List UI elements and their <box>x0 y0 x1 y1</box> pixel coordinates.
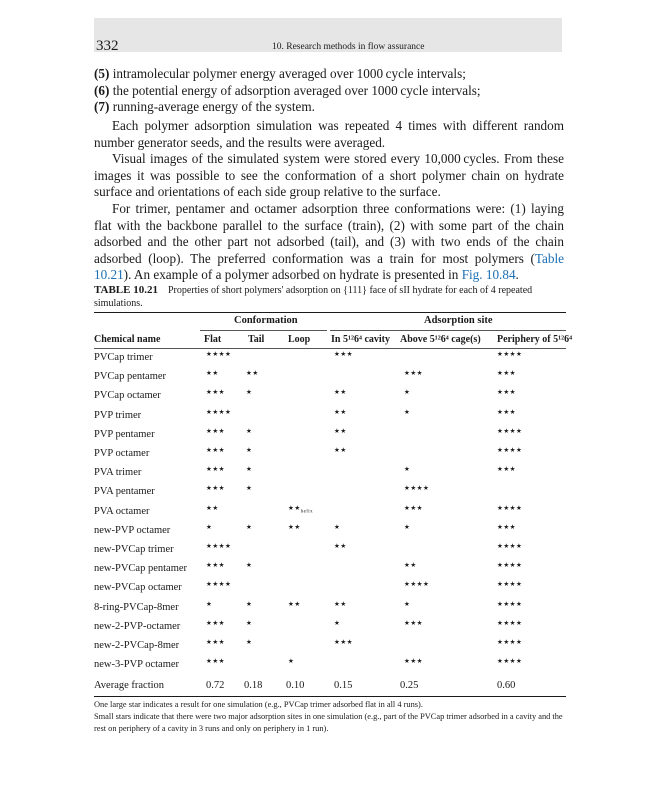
cell-above: ★★★ <box>404 504 423 512</box>
cell-flat: ★★ <box>206 504 219 512</box>
table-row <box>94 544 566 564</box>
table-bottom-rule <box>94 696 566 697</box>
group-rule-conformation <box>200 330 327 331</box>
cell-above: ★★ <box>404 562 417 570</box>
table-row <box>94 506 566 526</box>
cell-in-cavity: ★★ <box>334 600 347 608</box>
table-row <box>94 467 566 487</box>
average-flat: 0.72 <box>206 680 225 691</box>
chemical-name: PVA trimer <box>94 467 142 479</box>
cell-flat: ★★★★ <box>206 408 232 416</box>
cell-periphery: ★★★★ <box>497 562 523 570</box>
col-head-name: Chemical name <box>94 334 161 345</box>
cell-flat: ★★★ <box>206 389 225 397</box>
page-number: 332 <box>96 38 119 54</box>
group-conformation: Conformation <box>234 315 298 326</box>
cell-above: ★ <box>404 408 411 416</box>
cell-periphery: ★★★★ <box>497 619 523 627</box>
chemical-name: new-PVCap octamer <box>94 582 182 594</box>
cell-in-cavity: ★★ <box>334 408 347 416</box>
cell-periphery: ★★★ <box>497 408 516 416</box>
average-in-cavity: 0.15 <box>334 680 353 691</box>
cell-above: ★★★ <box>404 658 423 666</box>
chemical-name: PVP octamer <box>94 448 150 459</box>
header-rule <box>94 348 566 349</box>
table-row <box>94 582 566 602</box>
cell-in-cavity: ★ <box>334 619 341 627</box>
cell-flat: ★★★★ <box>206 581 232 589</box>
table-row <box>94 621 566 641</box>
cell-above: ★★★ <box>404 619 423 627</box>
cell-periphery: ★★★★ <box>497 427 523 435</box>
group-rule-adsorption <box>330 330 566 331</box>
table-row <box>94 429 566 449</box>
average-periphery: 0.60 <box>497 680 516 691</box>
chemical-name: new-2-PVCap-8mer <box>94 640 180 651</box>
cell-flat: ★★★ <box>206 427 225 435</box>
cell-above: ★★★★ <box>404 581 430 589</box>
cell-flat: ★ <box>206 600 213 608</box>
body-text <box>94 118 564 284</box>
cell-above: ★ <box>404 389 411 397</box>
chemical-name: new-PVCap trimer <box>94 544 174 555</box>
cell-tail: ★ <box>246 427 253 435</box>
cell-above: ★ <box>404 600 411 608</box>
table-label: TABLE 10.21 <box>94 284 158 296</box>
cell-flat: ★★★ <box>206 619 225 627</box>
table-link[interactable]: Table 10.21 <box>94 250 564 283</box>
list-item: (7) running-average energy of the system. <box>94 99 315 115</box>
cell-tail: ★ <box>246 523 253 531</box>
cell-above: ★ <box>404 523 411 531</box>
cell-loop: ★★ <box>288 600 301 608</box>
helix-subscript: helix <box>300 508 314 514</box>
cell-periphery: ★★★ <box>497 466 516 474</box>
table-row <box>94 390 566 410</box>
cell-in-cavity: ★★ <box>334 543 347 550</box>
cell-in-cavity: ★★ <box>334 389 347 397</box>
cell-tail: ★ <box>246 485 253 493</box>
cell-periphery: ★★★ <box>497 523 516 531</box>
table-top-rule <box>94 312 566 313</box>
average-label: Average fraction <box>94 680 165 691</box>
col-head-above: Above 5¹²6⁴ cage(s) <box>400 334 481 345</box>
cell-flat: ★★★ <box>206 639 225 646</box>
cell-above: ★ <box>404 466 411 474</box>
col-head-in-cavity: In 5¹²6⁴ cavity <box>331 334 390 345</box>
chemical-name: PVCap trimer <box>94 352 153 363</box>
chemical-name: new-2-PVP-octamer <box>94 620 181 632</box>
cell-loop: ★★ <box>288 523 301 531</box>
average-tail: 0.18 <box>244 680 263 691</box>
paragraph: Visual images of the simulated system were stored every 10,000 cycles. From these images it was possible to see the conformation of a short polymer chain on hydrate surface and orientations of each side group relative to the surface. <box>94 151 564 200</box>
cell-flat: ★★★ <box>206 466 225 474</box>
cell-tail: ★ <box>246 639 253 646</box>
cell-periphery: ★★★★ <box>497 600 523 608</box>
chemical-name: new-PVP octamer <box>94 524 171 536</box>
list-item: (6) the potential energy of adsorption averaged over 1000 cycle intervals; <box>94 82 481 98</box>
cell-periphery: ★★★ <box>497 389 516 397</box>
paragraph: For trimer, pentamer and octamer adsorption three conformations were: (1) laying flat with the backbone parallel to the surface (train), (2) with some part of the chain adsorbed and the other part not adsorbed (tail), and (3) with two ends of the chain adsorbed (loop). The preferred conformation was a train for most polymers (Table 10.21). An example of a polymer adsorbed on hydrate is presented in Fig. 10.84. <box>94 200 564 283</box>
table-row <box>94 352 566 372</box>
chemical-name: PVP trimer <box>94 409 142 421</box>
cell-in-cavity: ★★★ <box>334 351 353 358</box>
col-head-loop: Loop <box>288 334 311 345</box>
cell-tail: ★ <box>246 600 253 608</box>
chemical-name: PVCap pentamer <box>94 371 167 383</box>
table-footnote: Small stars indicate that there were two major adsorption sites in one simulation (e.g., part of the PVCap trimer adsorbed in a cavity and the rest on periphery of a cavity in 3 runs and only on periphery in 1 run). <box>94 712 563 733</box>
chemical-name: new-PVCap pentamer <box>94 563 188 575</box>
cell-in-cavity: ★★ <box>334 447 347 454</box>
chemical-name: 8-ring-PVCap-8mer <box>94 601 179 613</box>
cell-flat: ★★ <box>206 370 219 378</box>
cell-tail: ★★ <box>246 370 259 378</box>
chemical-name: PVCap octamer <box>94 390 161 402</box>
cell-flat: ★★★ <box>206 485 225 493</box>
table-row <box>94 486 566 506</box>
average-above: 0.25 <box>400 680 419 691</box>
table-row <box>94 371 566 391</box>
table-row <box>94 525 566 545</box>
table-footnote: One large star indicates a result for one simulation (e.g., PVCap trimer adsorbed flat in all 4 runs). <box>94 700 423 709</box>
numbered-list <box>94 66 564 116</box>
list-item: (5) intramolecular polymer energy averaged over 1000 cycle intervals; <box>94 66 466 81</box>
paragraph: Each polymer adsorption simulation was repeated 4 times with different random number generator seeds, and the results were averaged. <box>94 118 564 150</box>
col-head-tail: Tail <box>248 334 265 345</box>
cell-periphery: ★★★★ <box>497 581 523 589</box>
cell-periphery: ★★★★ <box>497 351 523 358</box>
cell-periphery: ★★★★ <box>497 504 523 512</box>
chemical-name: PVA pentamer <box>94 486 155 498</box>
table-row <box>94 410 566 430</box>
cell-periphery: ★★★★ <box>497 658 523 666</box>
cell-periphery: ★★★★ <box>497 447 523 454</box>
chemical-name: new-3-PVP octamer <box>94 659 180 671</box>
average-loop: 0.10 <box>286 680 305 691</box>
cell-flat: ★ <box>206 523 213 531</box>
cell-in-cavity: ★★★ <box>334 639 353 646</box>
cell-in-cavity: ★★ <box>334 427 347 435</box>
cell-above: ★★★ <box>404 370 423 378</box>
chemical-name: PVP pentamer <box>94 428 155 440</box>
cell-periphery: ★★★ <box>497 370 516 378</box>
cell-flat: ★★★ <box>206 658 225 666</box>
cell-above: ★★★★ <box>404 485 430 493</box>
chemical-name: PVA octamer <box>94 505 150 517</box>
cell-flat: ★★★★ <box>206 351 232 358</box>
table-row <box>94 640 566 660</box>
col-head-flat: Flat <box>204 334 222 345</box>
running-head: 10. Research methods in flow assurance <box>272 42 425 52</box>
col-head-periphery: Periphery of 5¹²6⁴ <box>497 334 573 345</box>
table-row <box>94 602 566 622</box>
cell-flat: ★★★ <box>206 562 225 570</box>
cell-loop: $★★_{helix}$ <box>288 504 314 514</box>
cell-loop: ★ <box>288 658 295 666</box>
cell-tail: ★ <box>246 389 253 397</box>
cell-in-cavity: ★ <box>334 523 341 531</box>
group-adsorption: Adsorption site <box>424 315 493 326</box>
table-row <box>94 448 566 468</box>
table-row <box>94 659 566 679</box>
cell-flat: ★★★★ <box>206 543 232 550</box>
cell-tail: ★ <box>246 562 253 570</box>
cell-tail: ★ <box>246 447 253 454</box>
cell-flat: ★★★ <box>206 447 225 454</box>
figure-link[interactable]: Fig. 10.84 <box>461 267 516 283</box>
table-row <box>94 563 566 583</box>
cell-periphery: ★★★★ <box>497 639 523 646</box>
cell-tail: ★ <box>246 619 253 627</box>
cell-periphery: ★★★★ <box>497 543 523 550</box>
cell-tail: ★ <box>246 466 253 474</box>
table-caption: TABLE 10.21 Properties of short polymers' adsorption on {111} face of sII hydrate for each of 4 repeated simulations. <box>94 284 533 309</box>
